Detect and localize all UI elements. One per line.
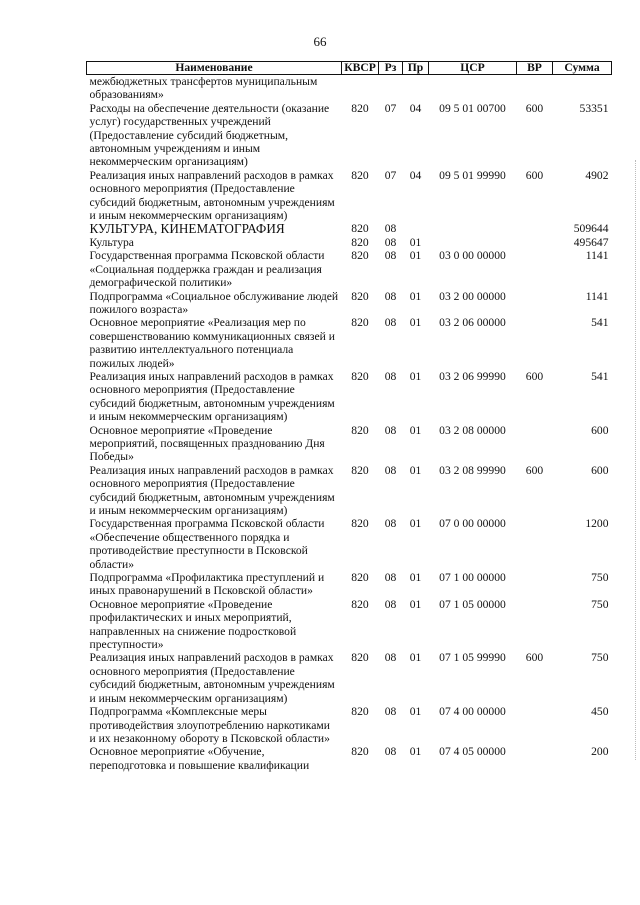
table-row [87,464,612,518]
cell-rz: 07 [384,168,397,182]
cell-vr [517,424,553,464]
cell-csr: 07 0 00 00000 [439,517,506,531]
cell-sum: 600 [591,463,609,477]
cell-sum: 750 [591,571,609,585]
cell-kvsr: 820 [351,222,369,236]
cell-pr: 01 [409,249,422,263]
cell-vr: 600 [525,101,544,115]
cell-sum: 750 [591,597,609,611]
cell-sum: 200 [591,745,609,759]
cell-csr: 03 2 00 00000 [439,289,506,303]
cell-pr: 01 [409,316,422,330]
table-row [87,236,612,249]
budget-table [86,61,612,772]
cell-name: Основное мероприятие «Проведение мероприятий, посвященных празднованию Дня Победы» [89,423,325,464]
cell-pr: 01 [409,463,422,477]
cell-csr: 03 0 00 00000 [439,249,506,263]
cell-rz: 08 [384,597,397,611]
cell-vr [517,316,553,370]
header-pr: Пр [403,62,429,75]
cell-pr: 01 [409,571,422,585]
cell-sum: 541 [591,316,609,330]
cell-name: Культура [89,235,134,249]
cell-kvsr: 820 [351,249,369,263]
cell-rz: 08 [384,571,397,585]
cell-name: межбюджетных трансфертов муниципальным образованиям» [89,75,318,102]
cell-pr: 01 [409,423,422,437]
cell-pr: 01 [409,517,422,531]
cell-kvsr: 820 [351,705,369,719]
cell-sum: 495647 [573,235,609,249]
cell-sum: 450 [591,705,609,719]
cell-vr [517,75,553,102]
cell-csr [429,222,517,235]
cell-rz: 08 [384,316,397,330]
cell-kvsr [342,75,379,102]
cell-rz: 08 [384,423,397,437]
cell-rz: 08 [384,463,397,477]
cell-csr: 07 1 05 99990 [439,651,506,665]
cell-kvsr: 820 [351,597,369,611]
cell-csr: 03 2 06 99990 [439,369,506,383]
cell-vr [517,236,553,249]
cell-name: Подпрограмма «Социальное обслуживание людей пожилого возраста» [89,289,339,316]
cell-rz: 08 [384,289,397,303]
cell-csr: 03 2 08 99990 [439,463,506,477]
cell-kvsr: 820 [351,235,369,249]
cell-sum: 1141 [585,289,609,303]
header-sum: Сумма [553,62,612,75]
cell-kvsr: 820 [351,463,369,477]
table-row [87,249,612,289]
table-row [87,517,612,571]
cell-rz: 08 [384,235,397,249]
cell-kvsr: 820 [351,571,369,585]
cell-rz: 08 [384,249,397,263]
cell-rz: 07 [384,101,397,115]
cell-vr [517,705,553,745]
cell-sum: 541 [591,369,609,383]
cell-csr: 07 4 05 00000 [439,745,506,759]
cell-vr: 600 [525,651,544,665]
cell-vr: 600 [525,168,544,182]
cell-name: Основное мероприятие «Обучение, переподготовка и повышение квалификации [89,745,310,772]
page-number: 66 [313,34,327,49]
cell-name: Основное мероприятие «Реализация мер по совершенствованию коммуникационных связей и развитию интеллектуального потенциала пожилых людей» [89,316,335,370]
cell-rz: 08 [384,705,397,719]
cell-rz: 08 [384,651,397,665]
cell-kvsr: 820 [351,423,369,437]
cell-name: Подпрограмма «Комплексные меры противодействия злоупотреблению наркотиками и их незаконному обороту в Псковской области» [89,705,330,745]
cell-csr: 09 5 01 00700 [439,101,506,115]
cell-name: Государственная программа Псковской области «Социальная поддержка граждан и реализация демографической политики» [89,249,325,290]
cell-name: Реализация иных направлений расходов в рамках основного мероприятия (Предоставление субсидий бюджетным, автономным учреждениям и иным некоммерческим организациям) [89,168,335,223]
cell-pr: 04 [409,168,422,182]
cell-csr: 03 2 06 00000 [439,316,506,330]
cell-kvsr: 820 [351,651,369,665]
cell-name: Основное мероприятие «Проведение профилактических и иных мероприятий, направленных на снижение подростковой преступности» [89,597,297,652]
cell-pr: 01 [409,705,422,719]
cell-sum: 600 [591,423,609,437]
table-row [87,316,612,370]
cell-vr [517,745,553,772]
cell-rz: 08 [384,745,397,759]
header-kvsr: КВСР [342,62,379,75]
table-row [87,705,612,745]
table-row [87,598,612,652]
cell-rz: 08 [384,369,397,383]
scan-edge-artifact [634,160,636,760]
table-row [87,370,612,424]
cell-kvsr: 820 [351,316,369,330]
cell-sum: 1141 [585,249,609,263]
cell-name: КУЛЬТУРА, КИНЕМАТОГРАФИЯ [89,221,285,237]
cell-csr [429,236,517,249]
table-row [87,75,612,102]
cell-vr [517,222,553,235]
cell-kvsr: 820 [351,369,369,383]
cell-pr: 04 [409,101,422,115]
cell-pr: 01 [409,369,422,383]
cell-vr [517,598,553,652]
table-row [87,745,612,772]
cell-name: Реализация иных направлений расходов в рамках основного мероприятия (Предоставление субсидий бюджетным, автономным учреждениям и иным некоммерческим организациям) [89,651,335,705]
cell-vr [517,290,553,317]
cell-rz: 08 [384,517,397,531]
cell-csr: 07 1 05 00000 [439,597,506,611]
cell-sum: 1200 [585,517,609,531]
cell-pr: 01 [409,745,422,759]
cell-vr: 600 [525,463,544,477]
table-row [87,571,612,598]
cell-kvsr: 820 [351,289,369,303]
table-row [87,651,612,705]
table-row [87,102,612,169]
cell-sum [553,75,612,102]
cell-pr: 01 [409,289,422,303]
cell-csr [429,75,517,102]
table-row [87,222,612,235]
cell-sum: 750 [591,651,609,665]
cell-sum: 53351 [579,101,609,115]
header-csr: ЦСР [429,62,517,75]
cell-kvsr: 820 [351,517,369,531]
cell-kvsr: 820 [351,168,369,182]
cell-csr: 03 2 08 00000 [439,423,506,437]
cell-sum: 509644 [573,222,609,236]
cell-name: Реализация иных направлений расходов в рамках основного мероприятия (Предоставление субсидий бюджетным, автономным учреждениям и иным некоммерческим организациям) [89,463,335,517]
table-body [87,75,612,773]
cell-pr [403,222,429,235]
cell-sum: 4902 [585,168,609,182]
cell-name: Государственная программа Псковской области «Обеспечение общественного порядка и противодействие преступности в Псковской области» [89,517,325,571]
header-rz: Рз [379,62,403,75]
cell-rz [379,75,403,102]
cell-csr: 09 5 01 99990 [439,168,506,182]
cell-pr: 01 [409,597,422,611]
cell-pr: 01 [409,651,422,665]
table-row [87,424,612,464]
cell-kvsr: 820 [351,101,369,115]
cell-csr: 07 4 00 00000 [439,705,506,719]
cell-name: Расходы на обеспечение деятельности (оказание услуг) государственных учреждений (Предоставление субсидий бюджетным, автономным учреждениям и иным некоммерческим организациям) [89,101,330,169]
cell-name: Реализация иных направлений расходов в рамках основного мероприятия (Предоставление субсидий бюджетным, автономным учреждениям и иным некоммерческим организациям) [89,369,335,424]
cell-vr [517,571,553,598]
cell-csr: 07 1 00 00000 [439,571,506,585]
header-vr: ВР [517,62,553,75]
cell-rz: 08 [384,222,397,236]
table-row [87,169,612,223]
table-row [87,290,612,317]
cell-vr [517,249,553,289]
table-header [87,62,612,75]
cell-vr: 600 [525,369,544,383]
cell-name: Подпрограмма «Профилактика преступлений и иных правонарушений в Псковской области» [89,571,325,598]
cell-kvsr: 820 [351,745,369,759]
cell-pr [403,75,429,102]
cell-vr [517,517,553,571]
header-name: Наименование [87,62,342,75]
cell-pr: 01 [409,235,422,249]
